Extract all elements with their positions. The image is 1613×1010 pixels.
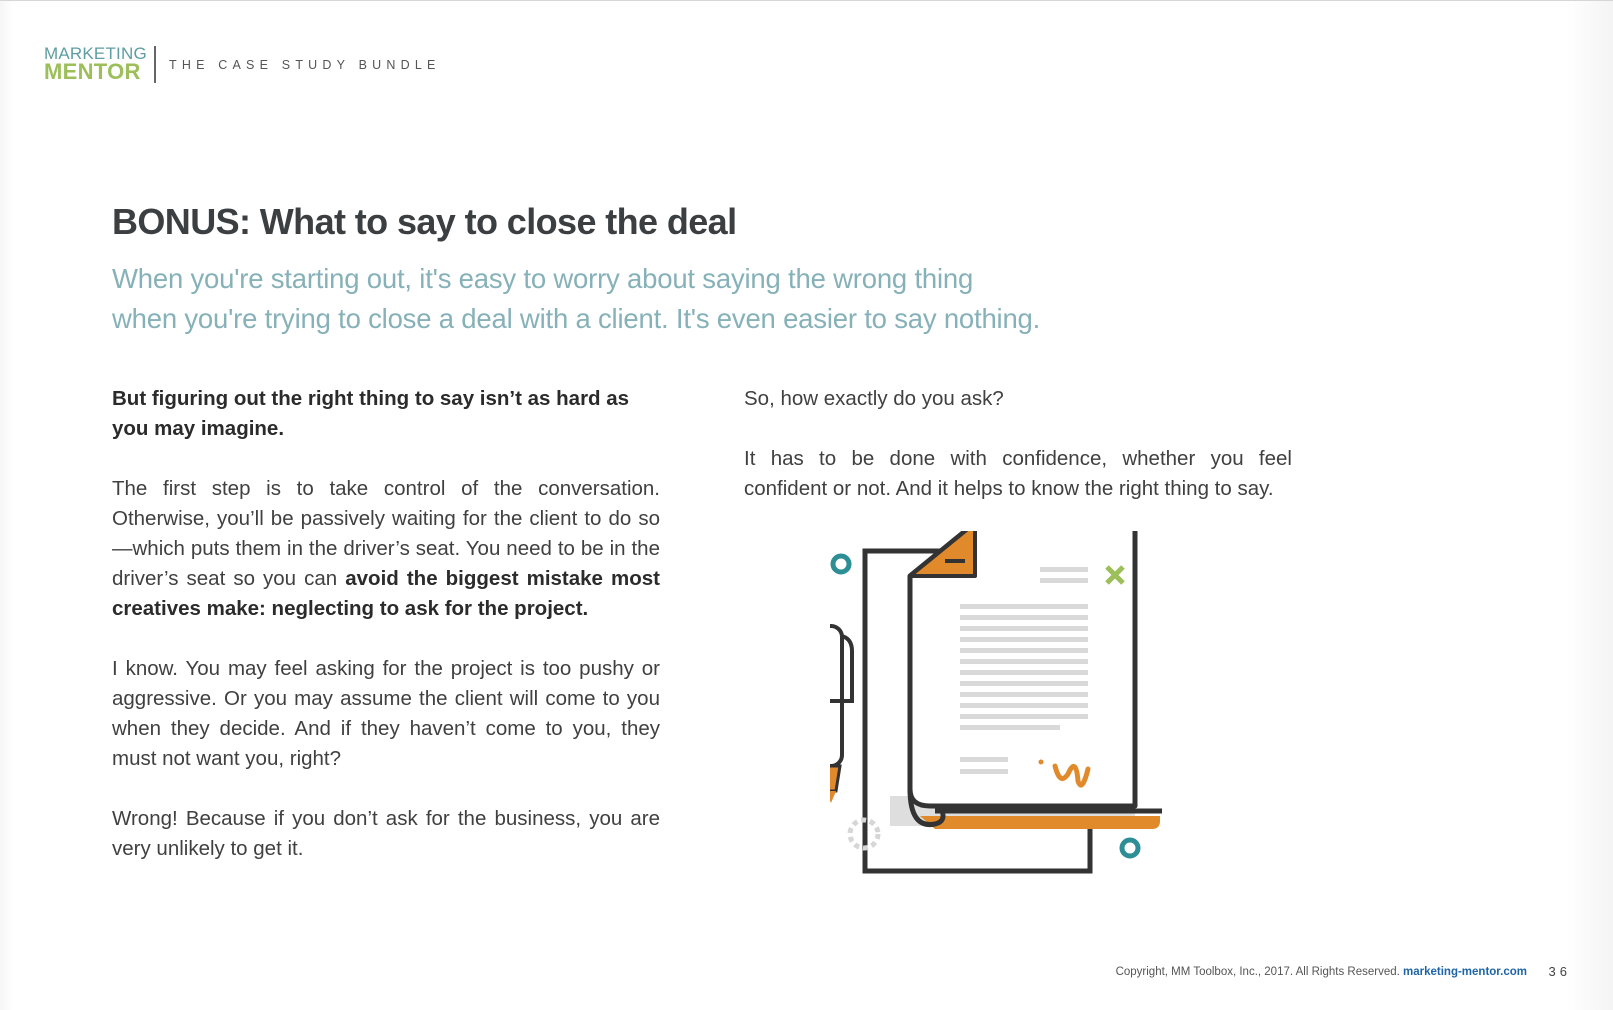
page-title: BONUS: What to say to close the deal — [112, 201, 737, 242]
pen-icon — [830, 626, 852, 803]
paragraph-confidence: It has to be done with confidence, whether you feel confident or not. And it helps to know the right thing to say. — [744, 447, 1292, 500]
copyright-text: Copyright, MM Toolbox, Inc., 2017. All Rights Reserved. — [1115, 966, 1400, 978]
contract-document-pen-icon — [830, 531, 1210, 911]
page-number: 36 — [1548, 964, 1571, 979]
brand-logo-top: MARKETING — [44, 44, 147, 63]
orange-base-strip — [920, 816, 1160, 829]
paragraph-pushy: I know. You may feel asking for the project is too pushy or aggressive. Or you may assume the client will come to you when they decide. And if they haven’t come to you, they must not want you, right? — [112, 657, 660, 770]
intro-paragraph: But figuring out the right thing to say isn’t as hard as you may imagine. — [112, 387, 630, 440]
teal-circle-bottom — [1122, 840, 1138, 856]
website-link[interactable]: marketing-mentor.com — [1403, 966, 1527, 978]
page-edge-shadow-left — [0, 1, 14, 1010]
left-column — [112, 384, 660, 894]
paragraph-take-control — [112, 474, 660, 624]
page-subtitle — [112, 259, 1132, 339]
footer-copyright — [1116, 966, 1527, 978]
bundle-title: THE CASE STUDY BUNDLE — [169, 58, 441, 72]
teal-circle-top — [833, 556, 849, 572]
brand-logo-bottom: MENTOR — [44, 59, 141, 84]
header-line-2 — [1040, 578, 1088, 583]
page-edge-shadow-right — [1567, 1, 1613, 1010]
signature-dot — [1039, 760, 1044, 765]
paragraph-question: So, how exactly do you ask? — [744, 387, 1004, 410]
paragraph-wrong: Wrong! Because if you don’t ask for the business, you are very unlikely to get it. — [112, 807, 660, 860]
subtitle-line-1: When you're starting out, it's easy to worry about saying the wrong thing — [112, 263, 974, 294]
brand-logo — [44, 45, 147, 83]
right-column — [744, 384, 1292, 534]
paragraph-take-control-emphasis: avoid the biggest mistake most creatives make: neglecting to ask for the project. — [112, 567, 660, 620]
header-divider — [154, 46, 156, 83]
subtitle-line-2: when you're trying to close a deal with a client. It's even easier to say nothing. — [112, 303, 1041, 334]
paragraph-take-control-text: The first step is to take control of the conversation. Otherwise, you’ll be passively waiting for the client to do so—which puts them in the driver’s seat. You need to be in the driver’s seat so you can — [112, 477, 660, 590]
header-line-1 — [1040, 567, 1088, 572]
